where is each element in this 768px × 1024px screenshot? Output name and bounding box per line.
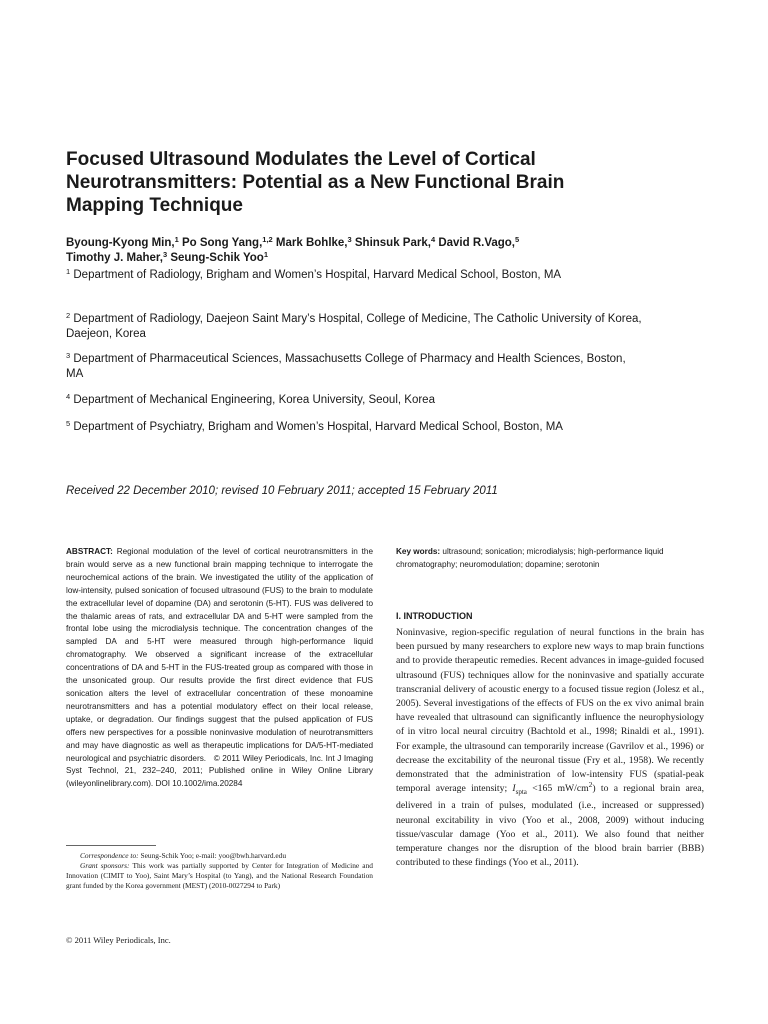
author: Mark Bohlke,$^3$ xyxy=(275,235,352,249)
keywords xyxy=(396,546,704,572)
keywords-text: ultrasound; sonication; microdialysis; high-performance liquid chromatography; neuromodulation; dopamine; serotonin xyxy=(396,547,664,569)
abstract xyxy=(66,546,373,791)
author: David R.Vago,$^5$ xyxy=(438,235,520,249)
footnote-divider xyxy=(66,845,156,846)
keywords-label: Key words: xyxy=(396,547,441,556)
footnotes xyxy=(66,851,373,891)
affiliation: $^1$ Department of Radiology, Brigham and Women’s Hospital, Harvard Medical School, Boston, MA xyxy=(66,267,562,281)
abstract-text: Regional modulation of the level of cortical neurotransmitters in the brain would serve as a new functional brain mapping technique to interrogate the neurochemical actions of the brain. We investigated the utility of the application of low-intensity, pulsed sonication of focused ultrasound (FUS) to the brain to modulate the extracellular level of dopamine (DA) and serotonin (5-HT). FUS was delivered to the thalamic areas of rats, and extracellular DA and 5-HT were sampled from the frontal lobe using the microdialysis technique. The concentration changes of the sampled DA and 5-HT were measured through high-performance liquid chromatography. We observed a significant increase of the extracellular concentrations of DA and 5-HT in the FUS-treated group as compared with those in the unsonicated group. Our results provide the first direct evidence that FUS sonication alters the level of extracellular concentration of these monoamine neurotransmitters and has a potential modulatory effect on their local release, uptake, or degradation. Our findings suggest that the pulsed application of FUS offers new perspectives for a possible noninvasive modulation of neurotransmitters and may have diagnostic as well as therapeutic implications for DA/5-HT-mediated neurological and psychiatric disorders. xyxy=(66,547,373,763)
correspondence-note: Correspondence to: Seung-Schik Yoo; e-mail: yoo@bwh.harvard.edu xyxy=(80,851,287,860)
author: Po Song Yang,$^{1,2}$ xyxy=(181,235,273,249)
title-line: Focused Ultrasound Modulates the Level of Cortical xyxy=(66,149,536,170)
affiliation: $^3$ Department of Pharmaceutical Sciences, Massachusetts College of Pharmacy and Health Sciences, Boston, MA xyxy=(66,351,626,380)
abstract-citation: © 2011 Wiley Periodicals, Inc. Int J Imaging Syst Technol, 21, 232–240, 2011; Published online in Wiley Online Library (wileyonlinelibrary.com). DOI 10.1002/ima.20284 xyxy=(66,753,374,789)
title-line: Neurotransmitters: Potential as a New Functional Brain xyxy=(66,172,565,193)
paper-title xyxy=(66,148,666,217)
title-line: Mapping Technique xyxy=(66,195,243,216)
author: Shinsuk Park,$^4$ xyxy=(354,235,436,249)
author-line xyxy=(66,236,626,251)
grant-note: Grant sponsors: This work was partially supported by Center for Integration of Medicine and Innovation (CIMIT to Yoo), Saint Mary’s Hospital (to Yang), and the National Research Foundation grant funded by the Korea government (MEST) (2010-0027294 to Park) xyxy=(66,861,373,890)
affiliation: $^4$ Department of Mechanical Engineering, Korea University, Seoul, Korea xyxy=(66,392,435,406)
author-list xyxy=(66,236,626,266)
author: Timothy J. Maher,$^3$ xyxy=(66,250,168,264)
introduction-body: Noninvasive, region-specific regulation of neural functions in the brain has been pursued by many researchers to explore new ways to map brain functions and to provide therapeutic remedies. Recent advances in image-guided focused ultrasound (FUS) techniques allow for the noninvasive and spatially accurate transcranial delivery of acoustic energy to a focused tissue region (Jolesz et al., 2005). Several investigations of the effects of FUS on the ex vivo animal brain have revealed that ultrasound can significantly influence the neurophysiology of in vitro local neural circuitry (Bachtold et al., 1998; Rinaldi et al., 1991). For example, the ultrasound can temporarily increase (Gavrilov et al., 1996) or decrease the excitability of the neuronal tissue (Fry et al., 1958). We recently demonstrated that the administration of low-intensity FUS (spatial-peak temporal average intensity; $I_{spta} <165$ $mW/cm^2$) to a regional brain area, delivered in a train of pulses, modulated (i.e., increased or suppressed) neuronal excitability in vivo (Yoo et al., 2008, 2009) without inducing tissue/vascular damage (Yoo et al., 2011). We also found that neither temperature changes nor the disruption of the blood brain barrier (BBB) contributed to these findings (Yoo et al., 2011). xyxy=(396,627,704,869)
author: Byoung-Kyong Min,$^1$ xyxy=(66,235,179,249)
affiliation: $^2$ Department of Radiology, Daejeon Saint Mary’s Hospital, College of Medicine, The Catholic University of Korea, Daejeon, Korea xyxy=(66,311,642,340)
abstract-label: ABSTRACT: xyxy=(66,547,113,556)
section-heading: I. INTRODUCTION xyxy=(396,611,473,621)
author: Seung-Schik Yoo$^1$ xyxy=(170,250,268,264)
received-dates: Received 22 December 2010; revised 10 February 2011; accepted 15 February 2011 xyxy=(66,485,498,497)
copyright: © 2011 Wiley Periodicals, Inc. xyxy=(66,935,171,945)
author-line xyxy=(66,251,626,266)
affiliation: $^5$ Department of Psychiatry, Brigham and Women’s Hospital, Harvard Medical School, Boston, MA xyxy=(66,419,563,433)
